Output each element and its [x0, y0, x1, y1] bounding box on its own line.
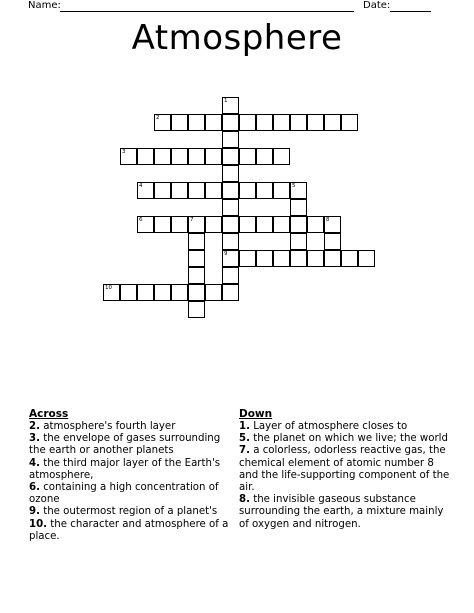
clue-number: 5. — [239, 433, 250, 445]
cell-number: 6 — [139, 217, 143, 223]
grid-cell[interactable] — [222, 233, 239, 250]
grid-cell[interactable] — [137, 216, 154, 233]
grid-cell[interactable] — [290, 182, 307, 199]
clue-number: 3. — [29, 433, 40, 445]
clue-number: 10. — [29, 518, 48, 530]
clue-text: the envelope of gases surrounding the earth or another planets — [29, 433, 221, 457]
clue-number: 8. — [239, 494, 250, 506]
grid-cell[interactable] — [222, 148, 239, 165]
cell-number: 5 — [292, 183, 296, 189]
grid-cell[interactable] — [188, 114, 205, 131]
grid-cell[interactable] — [290, 233, 307, 250]
grid-cell[interactable] — [137, 148, 154, 165]
grid-cell[interactable] — [324, 250, 341, 267]
clue-text: the character and atmosphere of a place. — [29, 518, 229, 542]
grid-cell[interactable] — [256, 250, 273, 267]
grid-cell[interactable] — [188, 182, 205, 199]
grid-cell[interactable] — [307, 250, 324, 267]
across-heading: Across — [29, 408, 69, 420]
name-label: Name: — [28, 0, 61, 11]
grid-cell[interactable] — [341, 114, 358, 131]
grid-cell[interactable] — [222, 216, 239, 233]
grid-cell[interactable] — [256, 182, 273, 199]
grid-cell[interactable] — [171, 284, 188, 301]
cell-number: 3 — [122, 149, 126, 155]
grid-cell[interactable] — [222, 182, 239, 199]
grid-cell[interactable] — [154, 148, 171, 165]
grid-cell[interactable] — [290, 114, 307, 131]
clue-text: the invisible gaseous substance surrounding the earth, a mixture mainly of oxygen and nitrogen. — [239, 494, 444, 530]
grid-cell[interactable] — [256, 216, 273, 233]
clue-item — [239, 421, 451, 433]
grid-cell[interactable] — [222, 165, 239, 182]
clue-number: 6. — [29, 482, 40, 494]
grid-cell[interactable] — [273, 148, 290, 165]
grid-cell[interactable] — [239, 182, 256, 199]
clue-number: 7. — [239, 445, 250, 457]
grid-cell[interactable] — [120, 284, 137, 301]
page-title: Atmosphere — [131, 18, 343, 58]
down-clues — [239, 408, 451, 531]
grid-cell[interactable] — [307, 216, 324, 233]
clue-number: 1. — [239, 421, 250, 432]
grid-cell[interactable] — [222, 97, 239, 114]
clue-text: atmosphere's fourth layer — [39, 421, 176, 432]
clue-item — [29, 458, 237, 482]
date-label: Date: — [363, 0, 391, 11]
grid-cell[interactable] — [307, 114, 324, 131]
cell-number: 2 — [156, 115, 160, 121]
grid-cell[interactable] — [171, 216, 188, 233]
grid-cell[interactable] — [188, 148, 205, 165]
grid-cell[interactable] — [171, 148, 188, 165]
grid-cell[interactable] — [188, 216, 205, 233]
clue-number: 4. — [29, 457, 40, 469]
grid-cell[interactable] — [239, 114, 256, 131]
grid-cell[interactable] — [205, 182, 222, 199]
clue-item — [29, 482, 237, 506]
grid-cell[interactable] — [222, 131, 239, 148]
grid-cell[interactable] — [222, 284, 239, 301]
grid-cell[interactable] — [290, 216, 307, 233]
cell-number: 7 — [190, 217, 194, 223]
grid-cell[interactable] — [324, 216, 341, 233]
grid-cell[interactable] — [273, 114, 290, 131]
grid-cell[interactable] — [324, 233, 341, 250]
down-clue-list — [239, 421, 451, 531]
grid-cell[interactable] — [205, 148, 222, 165]
grid-cell[interactable] — [188, 233, 205, 250]
grid-cell[interactable] — [188, 301, 205, 318]
grid-cell[interactable] — [137, 182, 154, 199]
clue-text: the outermost region of a planet's — [39, 506, 218, 518]
grid-cell[interactable] — [120, 148, 137, 165]
cell-number: 10 — [105, 285, 112, 291]
grid-cell[interactable] — [154, 114, 171, 131]
grid-cell[interactable] — [205, 114, 222, 131]
clue-text: containing a high concentration of ozone — [29, 482, 219, 506]
grid-cell[interactable] — [205, 216, 222, 233]
across-clue-list — [29, 421, 237, 543]
grid-cell[interactable] — [239, 148, 256, 165]
grid-cell[interactable] — [171, 114, 188, 131]
grid-cell[interactable] — [188, 284, 205, 301]
grid-cell[interactable] — [137, 284, 154, 301]
cell-number: 9 — [224, 251, 228, 257]
across-clues — [29, 408, 237, 543]
grid-cell[interactable] — [273, 250, 290, 267]
grid-cell[interactable] — [324, 114, 341, 131]
clue-item — [29, 433, 237, 457]
grid-cell[interactable] — [171, 182, 188, 199]
cell-number: 4 — [139, 183, 143, 189]
grid-cell[interactable] — [188, 250, 205, 267]
clue-number: 2. — [29, 421, 40, 432]
grid-cell[interactable] — [290, 199, 307, 216]
grid-cell[interactable] — [239, 216, 256, 233]
clue-item — [29, 506, 237, 518]
grid-cell[interactable] — [222, 267, 239, 284]
clue-item — [239, 494, 451, 531]
grid-cell[interactable] — [154, 182, 171, 199]
grid-cell[interactable] — [222, 199, 239, 216]
grid-cell[interactable] — [358, 250, 375, 267]
clue-text: the planet on which we live; the world — [249, 433, 448, 445]
grid-cell[interactable] — [341, 250, 358, 267]
grid-cell[interactable] — [222, 250, 239, 267]
clue-text: a colorless, odorless reactive gas, the chemical element of atomic number 8 and the life-supporting component of the air. — [239, 445, 450, 494]
grid-cell[interactable] — [256, 114, 273, 131]
grid-cell[interactable] — [103, 284, 120, 301]
cell-number: 8 — [326, 217, 330, 223]
cell-number: 1 — [224, 98, 228, 104]
grid-cell[interactable] — [273, 182, 290, 199]
grid-cell[interactable] — [239, 250, 256, 267]
grid-cell[interactable] — [273, 216, 290, 233]
grid-cell[interactable] — [188, 267, 205, 284]
clue-item — [239, 445, 451, 494]
grid-cell[interactable] — [205, 284, 222, 301]
down-heading: Down — [239, 408, 273, 420]
grid-cell[interactable] — [290, 250, 307, 267]
clue-item — [239, 433, 451, 445]
clue-item — [29, 519, 237, 543]
clue-item — [29, 421, 237, 433]
grid-cell[interactable] — [154, 284, 171, 301]
clue-text: Layer of atmosphere closes to — [249, 421, 408, 432]
clue-number: 9. — [29, 506, 40, 518]
grid-cell[interactable] — [154, 216, 171, 233]
grid-cell[interactable] — [222, 114, 239, 131]
clue-text: the third major layer of the Earth's atmosphere, — [29, 457, 221, 481]
grid-cell[interactable] — [256, 148, 273, 165]
